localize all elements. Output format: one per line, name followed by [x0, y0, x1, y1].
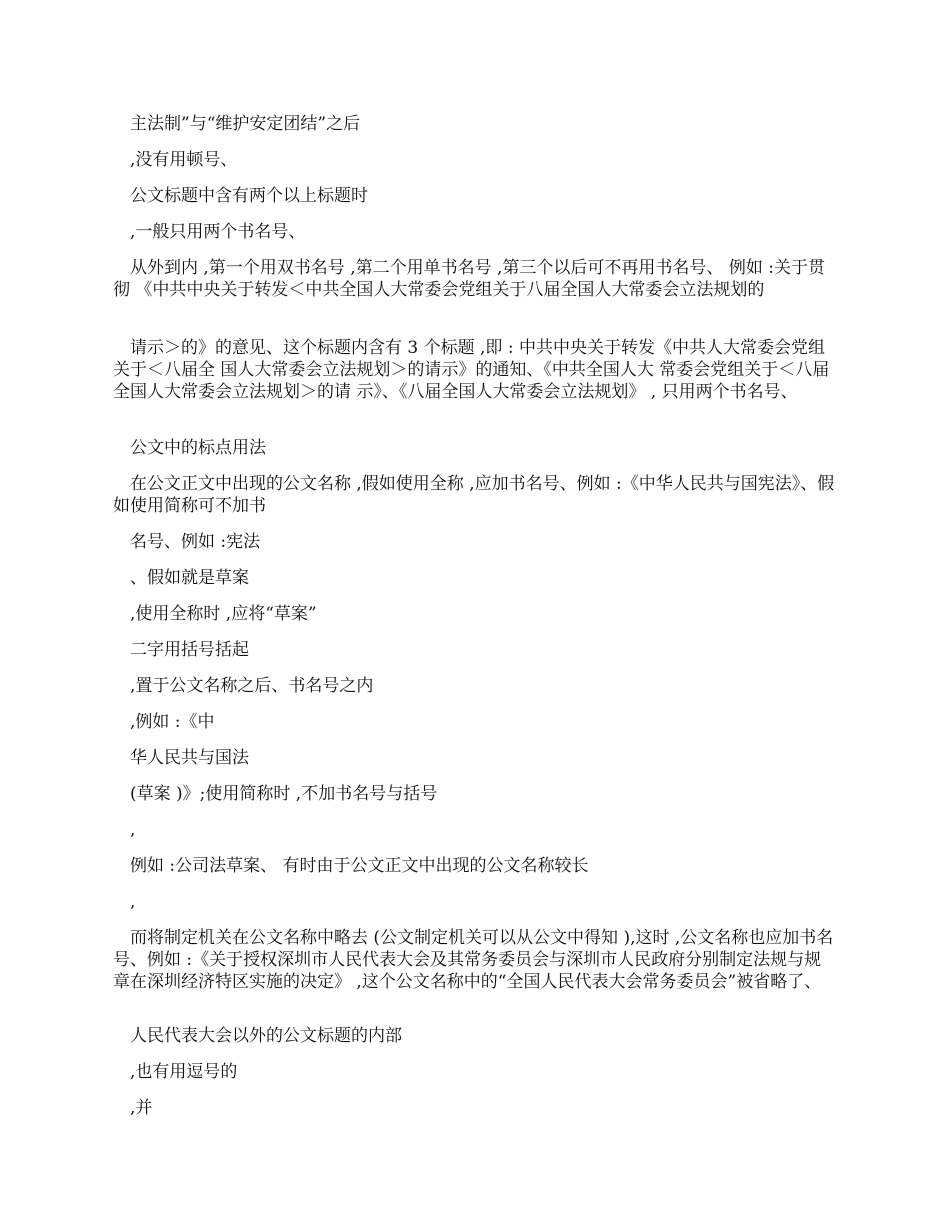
paragraph-2: ,没有用顿号、 [130, 150, 238, 170]
section-heading: 公文中的标点用法 [130, 438, 266, 458]
paragraph-11: ,使用全称时 ,应将“草案” [130, 604, 317, 624]
paragraph-23: ,并 [130, 1098, 153, 1118]
paragraph-18: 例如 :公司法草案、 有时由于公文正文中出现的公文名称较长 [130, 856, 589, 876]
paragraph-6: 请示＞的》的意见、这个标题内含有 3 个标题 ,即 : 中共中央关于转发《中共人大常委会党组关于＜八届全 国人大常委会立法规划＞的请示》的通知、《中共全国人大 常委会党组关于＜八届全国人大常委会立法规划＞的请 示》、《八届全国人大常委会立法规划》 , 只用两个书名号、 [113, 338, 830, 402]
paragraph-12: 二字用括号括起 [130, 640, 249, 660]
paragraph-19: , [130, 892, 136, 912]
paragraph-1: 主法制”与“维护安定团结”之后 [130, 114, 361, 134]
paragraph-9: 名号、例如 :宪法 [130, 532, 261, 552]
paragraph-21: 人民代表大会以外的公文标题的内部 [130, 1026, 402, 1046]
paragraph-8: 在公文正文中出现的公文名称 ,假如使用全称 ,应加书名号、例如 :《中华人民共与国宪法》、假如使用简称可不加书 [113, 474, 835, 516]
paragraph-17: , [130, 820, 136, 840]
paragraph-15: 华人民共与国法 [130, 748, 249, 768]
paragraph-22: ,也有用逗号的 [130, 1062, 238, 1082]
paragraph-4: ,一般只用两个书名号、 [130, 222, 306, 242]
paragraph-10: 、假如就是草案 [130, 568, 249, 588]
paragraph-16: (草案 )》;使用简称时 ,不加书名号与括号 [130, 784, 438, 804]
paragraph-13: ,置于公文名称之后、书名号之内 [130, 676, 374, 696]
paragraph-5: 从外到内 ,第一个用双书名号 ,第二个用单书名号 ,第三个以后可不再用书名号、 例如 :关于贯彻 《中共中央关于转发＜中共全国人大常委会党组关于八届全国人大常委会立法规划的 [113, 258, 825, 300]
paragraph-20: 而将制定机关在公文名称中略去 (公文制定机关可以从公文中得知 ),这时 ,公文名称也应加书名号、例如 :《关于授权深圳市人民代表大会及其常务委员会与深圳市人民政府分别制定法规与规章在深圳经济特区实施的决定》 ,这个公文名称中的“全国人民代表大会常务委员会”被省略了、 [113, 928, 834, 992]
paragraph-3: 公文标题中含有两个以上标题时 [130, 186, 368, 206]
paragraph-14: ,例如 :《中 [130, 712, 215, 732]
